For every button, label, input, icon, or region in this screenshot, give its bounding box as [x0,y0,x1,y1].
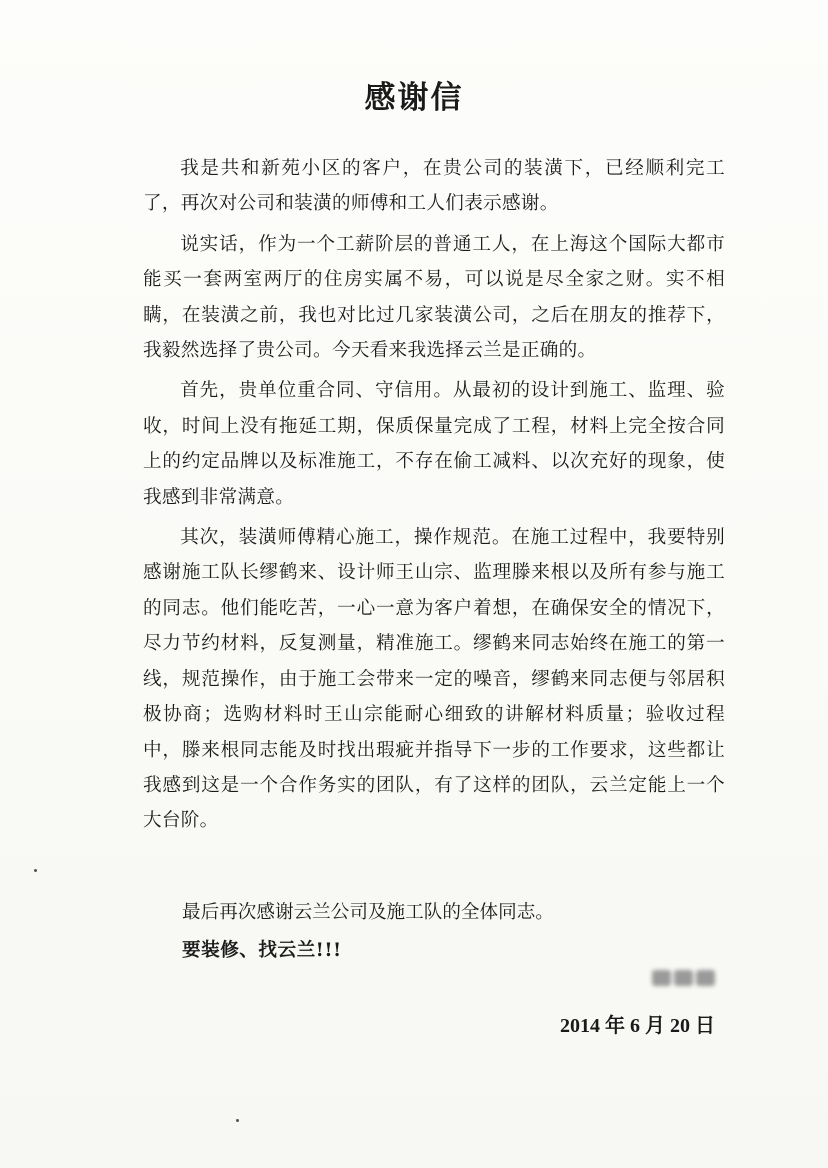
blurred-signature [652,967,722,989]
letter-title: 感谢信 [364,80,464,116]
paragraph-2: 说实话，作为一个工薪阶层的普通工人，在上海这个国际大都市能买一套两室两厅的住房实属不易，可以说是尽全家之财。实不相瞒，在装潢之前，我也对比过几家装潢公司，之后在朋友的推荐下，我毅然选择了贵公司。今天看来我选择云兰是正确的。 [143,233,725,362]
scan-speck [236,1119,239,1122]
signature-mark [696,970,715,986]
paragraph-4: 其次，装潢师傅精心施工，操作规范。在施工过程中，我要特别感谢施工队长缪鹤来、设计师王山宗、监理滕来根以及所有参与施工的同志。他们能吃苦，一心一意为客户着想，在确保安全的情况下，尽力节约材料，反复测量，精准施工。缪鹤来同志始终在施工的第一线，规范操作，由于施工会带来一定的噪音，缪鹤来同志便与邻居积极协商；选购材料时王山宗能耐心细致的讲解材料质量；验收过程中，滕来根同志能及时找出瑕疵并指导下一步的工作要求，这些都让我感到这是一个合作务实的团队，有了这样的团队，云兰定能上一个大台阶。 [143,527,725,832]
letter-date: 2014 年 6 月 20 日 [560,1015,715,1037]
signature-mark [652,970,671,986]
paragraph-1: 我是共和新苑小区的客户，在贵公司的装潢下，已经顺利完工了，再次对公司和装潢的师傅和工人们表示感谢。 [143,158,725,215]
paragraph-3: 首先，贵单位重合同、守信用。从最初的设计到施工、监理、验收，时间上没有拖延工期，保质保量完成了工程，材料上完全按合同上的约定品牌以及标准施工，不存在偷工减料、以次充好的现象，使我感到非常满意。 [143,380,725,508]
signature-mark [674,970,693,986]
letter-body [143,151,725,844]
scan-speck [34,869,37,872]
slogan: 要装修、找云兰!!! [182,940,342,961]
closing-line: 最后再次感谢云兰公司及施工队的全体同志。 [182,902,554,923]
